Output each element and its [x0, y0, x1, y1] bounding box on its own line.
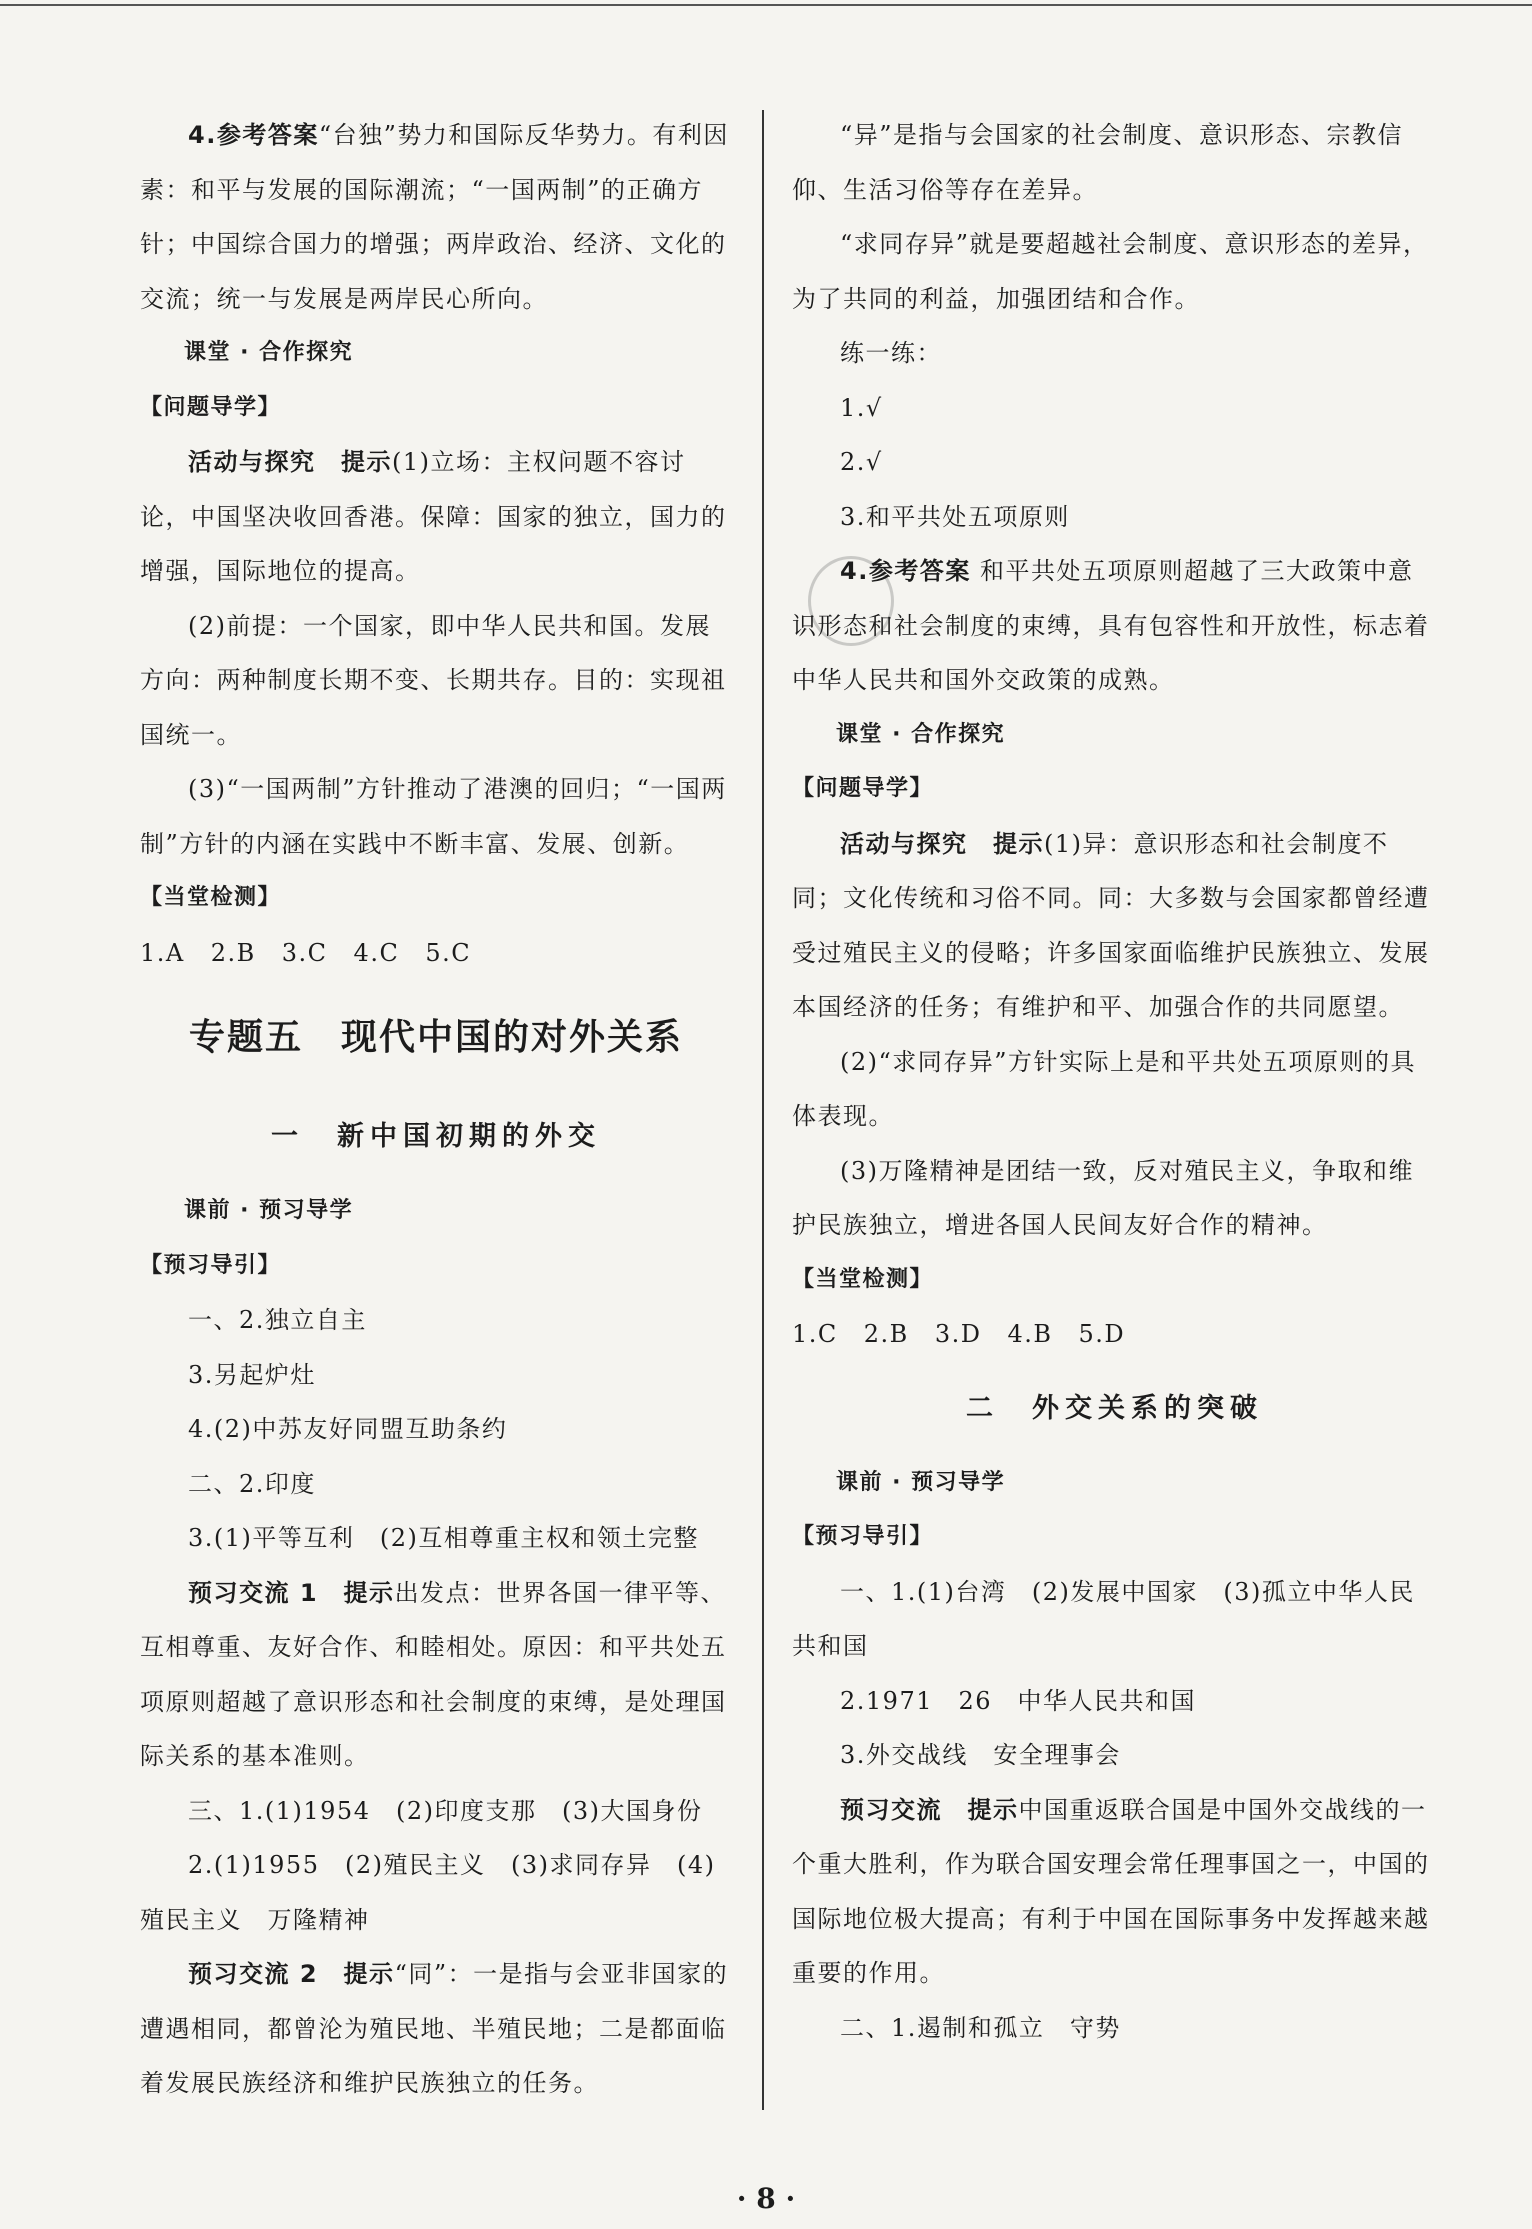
exchange-text: 中国重返联合国是中国外交战线的一个重大胜利，作为联合国安理会常任理事国之一，中国的国际地位极大提高；有利于中国在国际事务中发挥越来越重要的作用。 [792, 1795, 1430, 1987]
block-heading: 【当堂检测】 [140, 885, 282, 910]
answer-item: 1.C [792, 1320, 838, 1348]
list-item: 3.和平共处五项原则 [840, 502, 1070, 531]
top-rule [0, 4, 1532, 6]
exchange-paragraph [140, 1566, 732, 1784]
list-item: 2.√ [840, 448, 883, 476]
list-item: 二、2.印度 [188, 1469, 316, 1498]
list-item: 一、2.独立自主 [188, 1306, 367, 1334]
block-heading: 【问题导学】 [792, 776, 934, 801]
exchange-paragraph [792, 1783, 1437, 2001]
answer-item: 2.B [863, 1320, 909, 1348]
answer-paragraph [140, 108, 732, 326]
answer-item: 3.D [934, 1320, 982, 1348]
chapter-title: 专题五 现代中国的对外关系 [188, 1016, 683, 1058]
paragraph: “异”是指与会国家的社会制度、意识形态、宗教信仰、生活习俗等存在差异。 [792, 121, 1404, 204]
column-divider [762, 110, 764, 2110]
answer-text: 和平共处五项原则超越了三大政策中意识形态和社会制度的束缚，具有包容性和开放性，标志着中华人民共和国外交政策的成熟。 [792, 557, 1430, 694]
list-item: 3.(1)平等互利 (2)互相尊重主权和领土完整 [188, 1524, 699, 1552]
page-number: · 8 · [736, 2182, 796, 2215]
exchange-label: 预习交流 1 提示 [188, 1578, 395, 1607]
list-item: 2.(1)1955 (2)殖民主义 (3)求同存异 (4)殖民主义 万隆精神 [140, 1851, 716, 1934]
block-heading: 【当堂检测】 [792, 1266, 934, 1292]
exchange-label: 预习交流 2 提示 [188, 1960, 395, 1988]
list-item: 2.1971 26 中华人民共和国 [840, 1686, 1197, 1715]
section-heading: 课堂 · 合作探究 [184, 340, 354, 365]
answer-item: 3.C [281, 938, 328, 967]
activity-text: (1)立场：主权问题不容讨论，中国坚决收回香港。保障：国家的独立，国力的增强，国际地位的提高。 [140, 448, 727, 585]
list-item: 一、1.(1)台湾 (2)发展中国家 (3)孤立中华人民共和国 [792, 1577, 1415, 1660]
list-item: 3.另起炉灶 [188, 1360, 316, 1389]
exchange-paragraph [140, 1947, 732, 2111]
paragraph: (2)“求同存异”方针实际上是和平共处五项原则的具体表现。 [792, 1047, 1417, 1130]
answer-item: 2.B [210, 938, 256, 967]
answer-paragraph [792, 544, 1437, 708]
exchange-text: 出发点：世界各国一律平等、互相尊重、友好合作、和睦相处。原因：和平共处五项原则超越了意识形态和社会制度的束缚，是处理国际关系的基本准则。 [140, 1578, 727, 1770]
paragraph: 练一练： [840, 339, 942, 367]
block-heading: 【预习导引】 [792, 1524, 934, 1549]
paragraph: (3)万隆精神是团结一致，反对殖民主义，争取和维护民族独立，增进各国人民间友好合作的精神。 [792, 1156, 1414, 1239]
activity-paragraph [140, 435, 732, 599]
list-item: 4.(2)中苏友好同盟互助条约 [188, 1415, 508, 1443]
section-heading: 课前 · 预习导学 [836, 1469, 1006, 1495]
list-item: 二、1.遏制和孤立 守势 [840, 2013, 1121, 2042]
answer-list [140, 926, 732, 981]
list-item: 3.外交战线 安全理事会 [840, 1741, 1121, 1769]
answer-item: 1.A [140, 938, 185, 967]
block-heading: 【问题导学】 [140, 394, 282, 420]
answer-item: 4.B [1007, 1320, 1053, 1348]
answer-text: “台独”势力和国际反华势力。有利因素：和平与发展的国际潮流；“一国两制”的正确方针；中国综合国力的增强；两岸政治、经济、文化的交流；统一与发展是两岸民心所向。 [140, 121, 729, 313]
answer-label: 4.参考答案 [188, 121, 319, 149]
answer-item: 4.C [353, 938, 400, 967]
list-item: 1.√ [840, 393, 883, 422]
answer-item: 5.C [425, 938, 472, 967]
lesson-title: 一 新中国初期的外交 [271, 1121, 601, 1152]
activity-paragraph [792, 817, 1437, 1035]
activity-label: 活动与探究 提示 [840, 829, 1044, 858]
answer-item: 5.D [1078, 1320, 1126, 1348]
block-heading: 【预习导引】 [140, 1252, 282, 1278]
exchange-label: 预习交流 提示 [840, 1795, 1019, 1824]
left-column [140, 108, 732, 2111]
paragraph: “求同存异”就是要超越社会制度、意识形态的差异，为了共同的利益，加强团结和合作。 [792, 230, 1429, 313]
answer-list [792, 1307, 1437, 1362]
list-item: 三、1.(1)1954 (2)印度支那 (3)大国身份 [188, 1796, 703, 1825]
section-heading: 课堂 · 合作探究 [836, 721, 1006, 747]
paragraph: (3)“一国两制”方针推动了港澳的回归；“一国两制”方针的内涵在实践中不断丰富、发展、创新。 [140, 775, 727, 858]
section-heading: 课前 · 预习导学 [184, 1198, 354, 1223]
activity-text: (1)异：意识形态和社会制度不同；文化传统和习俗不同。同：大多数与会国家都曾经遭受过殖民主义的侵略；许多国家面临维护民族独立、发展本国经济的任务；有维护和平、加强合作的共同愿望。 [792, 829, 1430, 1021]
paragraph: (2)前提：一个国家，即中华人民共和国。发展方向：两种制度长期不变、长期共存。目的：实现祖国统一。 [140, 611, 727, 749]
activity-label: 活动与探究 提示 [188, 448, 392, 476]
exchange-text: “同”：一是指与会亚非国家的遭遇相同，都曾沦为殖民地、半殖民地；二是都面临着发展民族经济和维护民族独立的任务。 [140, 1960, 729, 2097]
lesson-title: 二 外交关系的突破 [966, 1392, 1263, 1424]
right-column [792, 108, 1437, 2055]
answer-label: 4.参考答案 [840, 557, 971, 585]
